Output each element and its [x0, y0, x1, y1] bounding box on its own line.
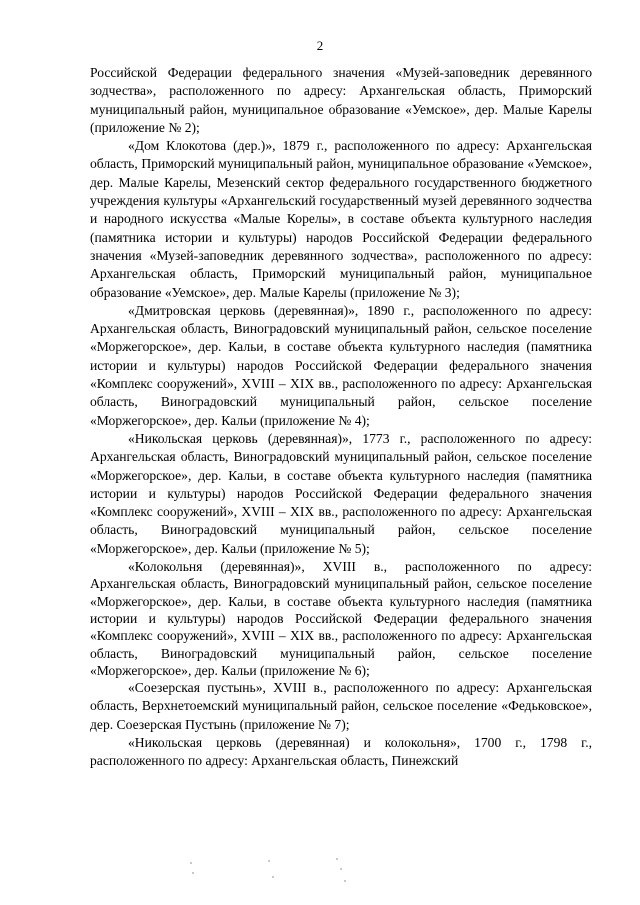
scan-noise — [180, 858, 400, 888]
paragraph-bell-tower: «Колокольня (деревянная)», XVIII в., расположенного по адресу: Архангельская область, Виноградовский муниципальный район, сельское поселение «Моржегорское», дер. Кальи, в составе объекта культурного наследия (памятника истории и культуры) народов Российской Федерации федерального значения «Комплекс сооружений», XVIII – XIX вв., расположенного по адресу: Архангельская область, Виноградовский муниципальный район, сельское поселение «Моржегорское», дер. Кальи (приложение № 6); — [90, 559, 592, 678]
paragraph-nikolskaya-church: «Никольская церковь (деревянная)», 1773 г., расположенного по адресу: Архангельская область, Виноградовский муниципальный район, сельское поселение «Моржегорское», дер. Кальи, в составе объекта культурного наследия (памятника истории и культуры) народов Российской Федерации федерального значения «Комплекс сооружений», XVIII – XIX вв., расположенного по адресу: Архангельская область, Виноградовский муниципальный район, сельское поселение «Моржегорское», дер. Кальи (приложение № 5); — [90, 430, 592, 556]
paragraph-dom-klokotova: «Дом Клокотова (дер.)», 1879 г., расположенного по адресу: Архангельская область, Приморский муниципальный район, муниципальное образование «Уемское», дер. Малые Карелы, Мезенский сектор федерального государственного бюджетного учреждения культуры «Архангельский государственный музей деревянного зодчества и народного искусства «Малые Корелы», в составе объекта культурного наследия (памятника истории и культуры) народов Российской Федерации федерального значения «Музей-заповедник деревянного зодчества», расположенного по адресу: Архангельская область, Приморский муниципальный район, муниципальное образование «Уемское», дер. Малые Карелы (приложение № 3); — [90, 138, 592, 300]
paragraph-nikolskaya-church-and-bell-tower: «Никольская церковь (деревянная) и колокольня», 1700 г., 1798 г., расположенного по адресу: Архангельская область, Пинежский — [90, 734, 592, 769]
paragraph-dmitrovskaya-church: «Дмитровская церковь (деревянная)», 1890 г., расположенного по адресу: Архангельская область, Виноградовский муниципальный район, сельское поселение «Моржегорское», дер. Кальи, в составе объекта культурного наследия (памятника истории и культуры) народов Российской Федерации федерального значения «Комплекс сооружений», XVIII – XIX вв., расположенного по адресу: Архангельская область, Виноградовский муниципальный район, сельское поселение «Моржегорское», дер. Кальи (приложение № 4); — [90, 302, 592, 428]
paragraph-continuation: Российской Федерации федерального значения «Музей-заповедник деревянного зодчества», расположенного по адресу: Архангельская область, Приморский муниципальный район, муниципальное образование «Уемское», дер. Малые Карелы (приложение № 2); — [90, 65, 592, 135]
page-number: 2 — [316, 38, 324, 53]
document-body — [90, 64, 592, 771]
paragraph-soezerskaya-pustyn: «Соезерская пустынь», XVIII в., расположенного по адресу: Архангельская область, Верхнетоемский муниципальный район, сельское поселение «Федьковское», дер. Соезерская Пустынь (приложение № 7); — [90, 680, 592, 732]
